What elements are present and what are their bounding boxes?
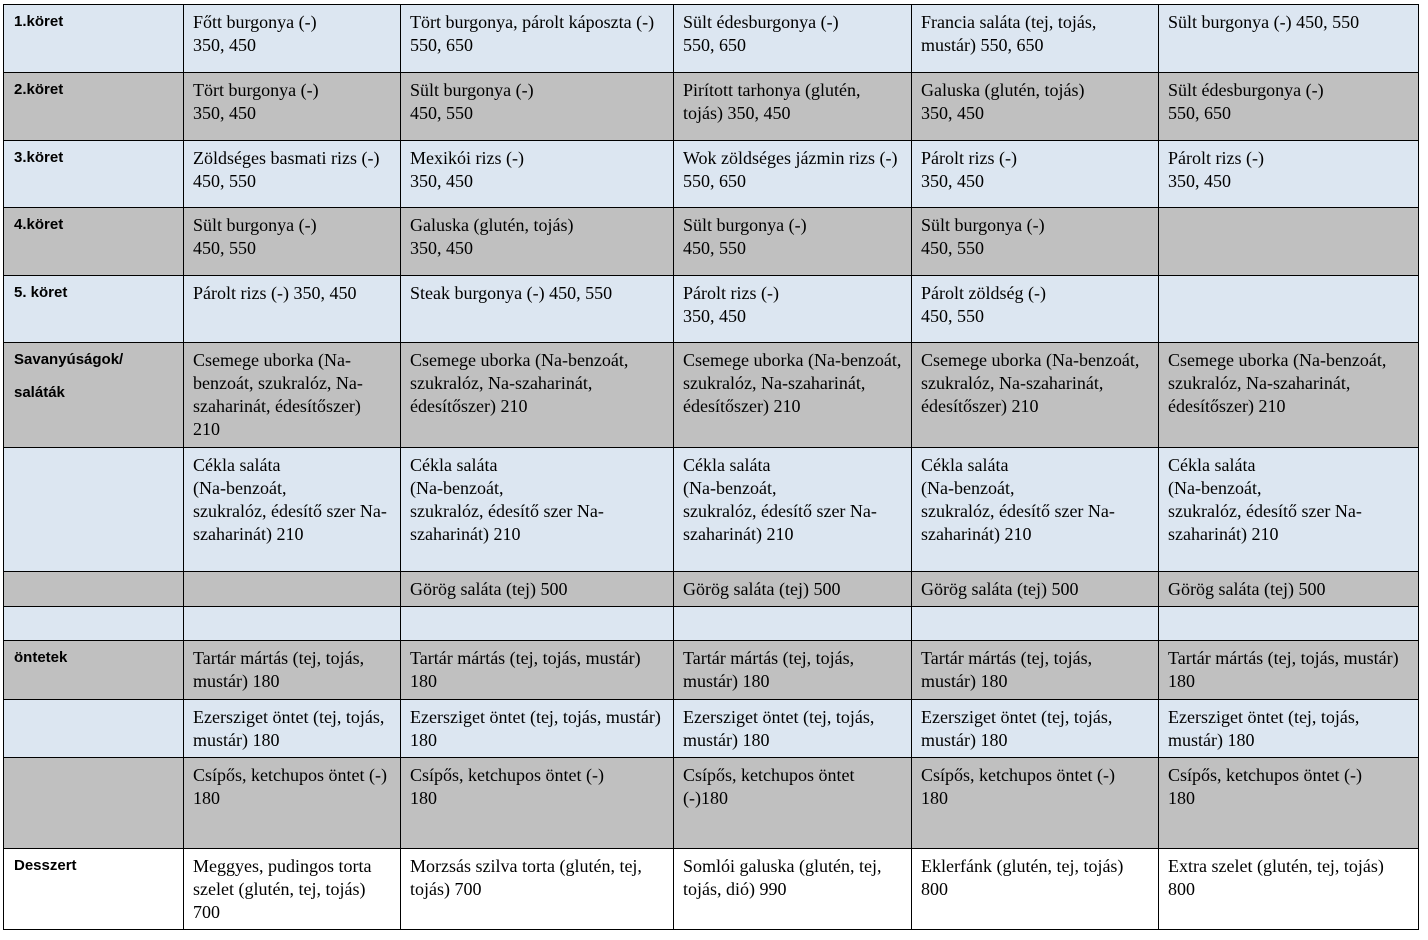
menu-cell: Galuska (glutén, tojás) 350, 450: [912, 73, 1159, 141]
menu-cell: [184, 607, 401, 641]
menu-cell: Pirított tarhonya (glutén, tojás) 350, 450: [674, 73, 912, 141]
row-label: 1.köret: [4, 5, 184, 73]
menu-cell: Párolt rizs (-) 350, 450: [674, 276, 912, 343]
menu-cell: Csemege uborka (Na-benzoát, szukralóz, Na-szaharinát, édesítőszer) 210: [184, 343, 401, 448]
menu-cell: Cékla saláta (Na-benzoát, szukralóz, édesítő szer Na-szaharinát) 210: [184, 448, 401, 572]
menu-cell: Görög saláta (tej) 500: [401, 572, 674, 607]
menu-cell: [1159, 208, 1419, 276]
menu-cell: Tört burgonya, párolt káposzta (-) 550, 650: [401, 5, 674, 73]
row-label: 5. köret: [4, 276, 184, 343]
menu-cell: Cékla saláta (Na-benzoát, szukralóz, édesítő szer Na-szaharinát) 210: [401, 448, 674, 572]
menu-cell: Ezersziget öntet (tej, tojás, mustár) 180: [912, 700, 1159, 758]
menu-cell: Párolt rizs (-) 350, 450: [912, 141, 1159, 208]
menu-cell: Eklerfánk (glutén, tej, tojás) 800: [912, 849, 1159, 930]
table-row-desszert: [4, 849, 1419, 930]
row-label: [4, 572, 184, 607]
table-row-ezersziget: [4, 700, 1419, 758]
menu-cell: Sült burgonya (-) 450, 550: [401, 73, 674, 141]
menu-cell: Sült burgonya (-) 450, 550: [912, 208, 1159, 276]
menu-cell: Csípős, ketchupos öntet (-) 180: [1159, 758, 1419, 849]
menu-cell: Ezersziget öntet (tej, tojás, mustár) 180: [184, 700, 401, 758]
menu-cell: Cékla saláta (Na-benzoát, szukralóz, édesítő szer Na-szaharinát) 210: [912, 448, 1159, 572]
menu-cell: Sült édesburgonya (-) 550, 650: [674, 5, 912, 73]
menu-cell: Morzsás szilva torta (glutén, tej, tojás) 700: [401, 849, 674, 930]
menu-cell: Csípős, ketchupos öntet (-) 180: [401, 758, 674, 849]
menu-cell: Tartár mártás (tej, tojás, mustár) 180: [1159, 641, 1419, 700]
row-label: 2.köret: [4, 73, 184, 141]
menu-cell: Steak burgonya (-) 450, 550: [401, 276, 674, 343]
menu-cell: Csemege uborka (Na-benzoát, szukralóz, Na-szaharinát, édesítőszer) 210: [912, 343, 1159, 448]
menu-cell: Tartár mártás (tej, tojás, mustár) 180: [674, 641, 912, 700]
row-label: [4, 700, 184, 758]
menu-cell: Görög saláta (tej) 500: [912, 572, 1159, 607]
menu-cell: Meggyes, pudingos torta szelet (glutén, tej, tojás) 700: [184, 849, 401, 930]
table-row-koret-4: [4, 208, 1419, 276]
table-row-csipos: [4, 758, 1419, 849]
menu-cell: Főtt burgonya (-) 350, 450: [184, 5, 401, 73]
row-label: 4.köret: [4, 208, 184, 276]
menu-cell: Csemege uborka (Na-benzoát, szukralóz, Na-szaharinát, édesítőszer) 210: [674, 343, 912, 448]
menu-table: [3, 4, 1419, 930]
row-label: Savanyúságok/ saláták: [4, 343, 184, 448]
menu-cell: Csípős, ketchupos öntet (-) 180: [184, 758, 401, 849]
menu-cell: Csípős, ketchupos öntet (-)180: [674, 758, 912, 849]
menu-cell: Párolt rizs (-) 350, 450: [184, 276, 401, 343]
row-label: [4, 607, 184, 641]
menu-cell: Ezersziget öntet (tej, tojás, mustár) 180: [674, 700, 912, 758]
row-label: [4, 758, 184, 849]
table-row-cekla: [4, 448, 1419, 572]
menu-cell: Wok zöldséges jázmin rizs (-) 550, 650: [674, 141, 912, 208]
menu-cell: Párolt zöldség (-) 450, 550: [912, 276, 1159, 343]
table-row-koret-3: [4, 141, 1419, 208]
menu-cell: Sült burgonya (-) 450, 550: [184, 208, 401, 276]
table-row-empty: [4, 607, 1419, 641]
menu-cell: Tartár mártás (tej, tojás, mustár) 180: [401, 641, 674, 700]
menu-cell: Extra szelet (glutén, tej, tojás) 800: [1159, 849, 1419, 930]
row-label: Desszert: [4, 849, 184, 930]
menu-cell: [912, 607, 1159, 641]
menu-cell: Cékla saláta (Na-benzoát, szukralóz, édesítő szer Na-szaharinát) 210: [674, 448, 912, 572]
menu-cell: [401, 607, 674, 641]
table-row-koret-1: [4, 5, 1419, 73]
menu-cell: Ezersziget öntet (tej, tojás, mustár) 180: [401, 700, 674, 758]
row-label: 3.köret: [4, 141, 184, 208]
menu-cell: Csemege uborka (Na-benzoát, szukralóz, Na-szaharinát, édesítőszer) 210: [401, 343, 674, 448]
row-label: [4, 448, 184, 572]
menu-cell: Zöldséges basmati rizs (-) 450, 550: [184, 141, 401, 208]
menu-cell: [1159, 276, 1419, 343]
menu-cell: Görög saláta (tej) 500: [674, 572, 912, 607]
table-row-gorog: [4, 572, 1419, 607]
menu-cell: Galuska (glutén, tojás) 350, 450: [401, 208, 674, 276]
menu-cell: Csípős, ketchupos öntet (-) 180: [912, 758, 1159, 849]
table-row-savanyusagok: [4, 343, 1419, 448]
table-row-koret-2: [4, 73, 1419, 141]
menu-cell: Tört burgonya (-) 350, 450: [184, 73, 401, 141]
menu-cell: Cékla saláta (Na-benzoát, szukralóz, édesítő szer Na-szaharinát) 210: [1159, 448, 1419, 572]
menu-cell: Tartár mártás (tej, tojás, mustár) 180: [184, 641, 401, 700]
menu-cell: [184, 572, 401, 607]
table-row-koret-5: [4, 276, 1419, 343]
menu-cell: [1159, 607, 1419, 641]
menu-cell: Sült burgonya (-) 450, 550: [1159, 5, 1419, 73]
menu-cell: Párolt rizs (-) 350, 450: [1159, 141, 1419, 208]
menu-cell: Somlói galuska (glutén, tej, tojás, dió) 990: [674, 849, 912, 930]
menu-cell: Görög saláta (tej) 500: [1159, 572, 1419, 607]
menu-cell: Sült édesburgonya (-) 550, 650: [1159, 73, 1419, 141]
menu-cell: Csemege uborka (Na-benzoát, szukralóz, Na-szaharinát, édesítőszer) 210: [1159, 343, 1419, 448]
table-row-ontetek: [4, 641, 1419, 700]
menu-cell: Francia saláta (tej, tojás, mustár) 550, 650: [912, 5, 1159, 73]
menu-cell: Tartár mártás (tej, tojás, mustár) 180: [912, 641, 1159, 700]
menu-cell: [674, 607, 912, 641]
menu-cell: Mexikói rizs (-) 350, 450: [401, 141, 674, 208]
menu-cell: Ezersziget öntet (tej, tojás, mustár) 180: [1159, 700, 1419, 758]
row-label: öntetek: [4, 641, 184, 700]
menu-cell: Sült burgonya (-) 450, 550: [674, 208, 912, 276]
